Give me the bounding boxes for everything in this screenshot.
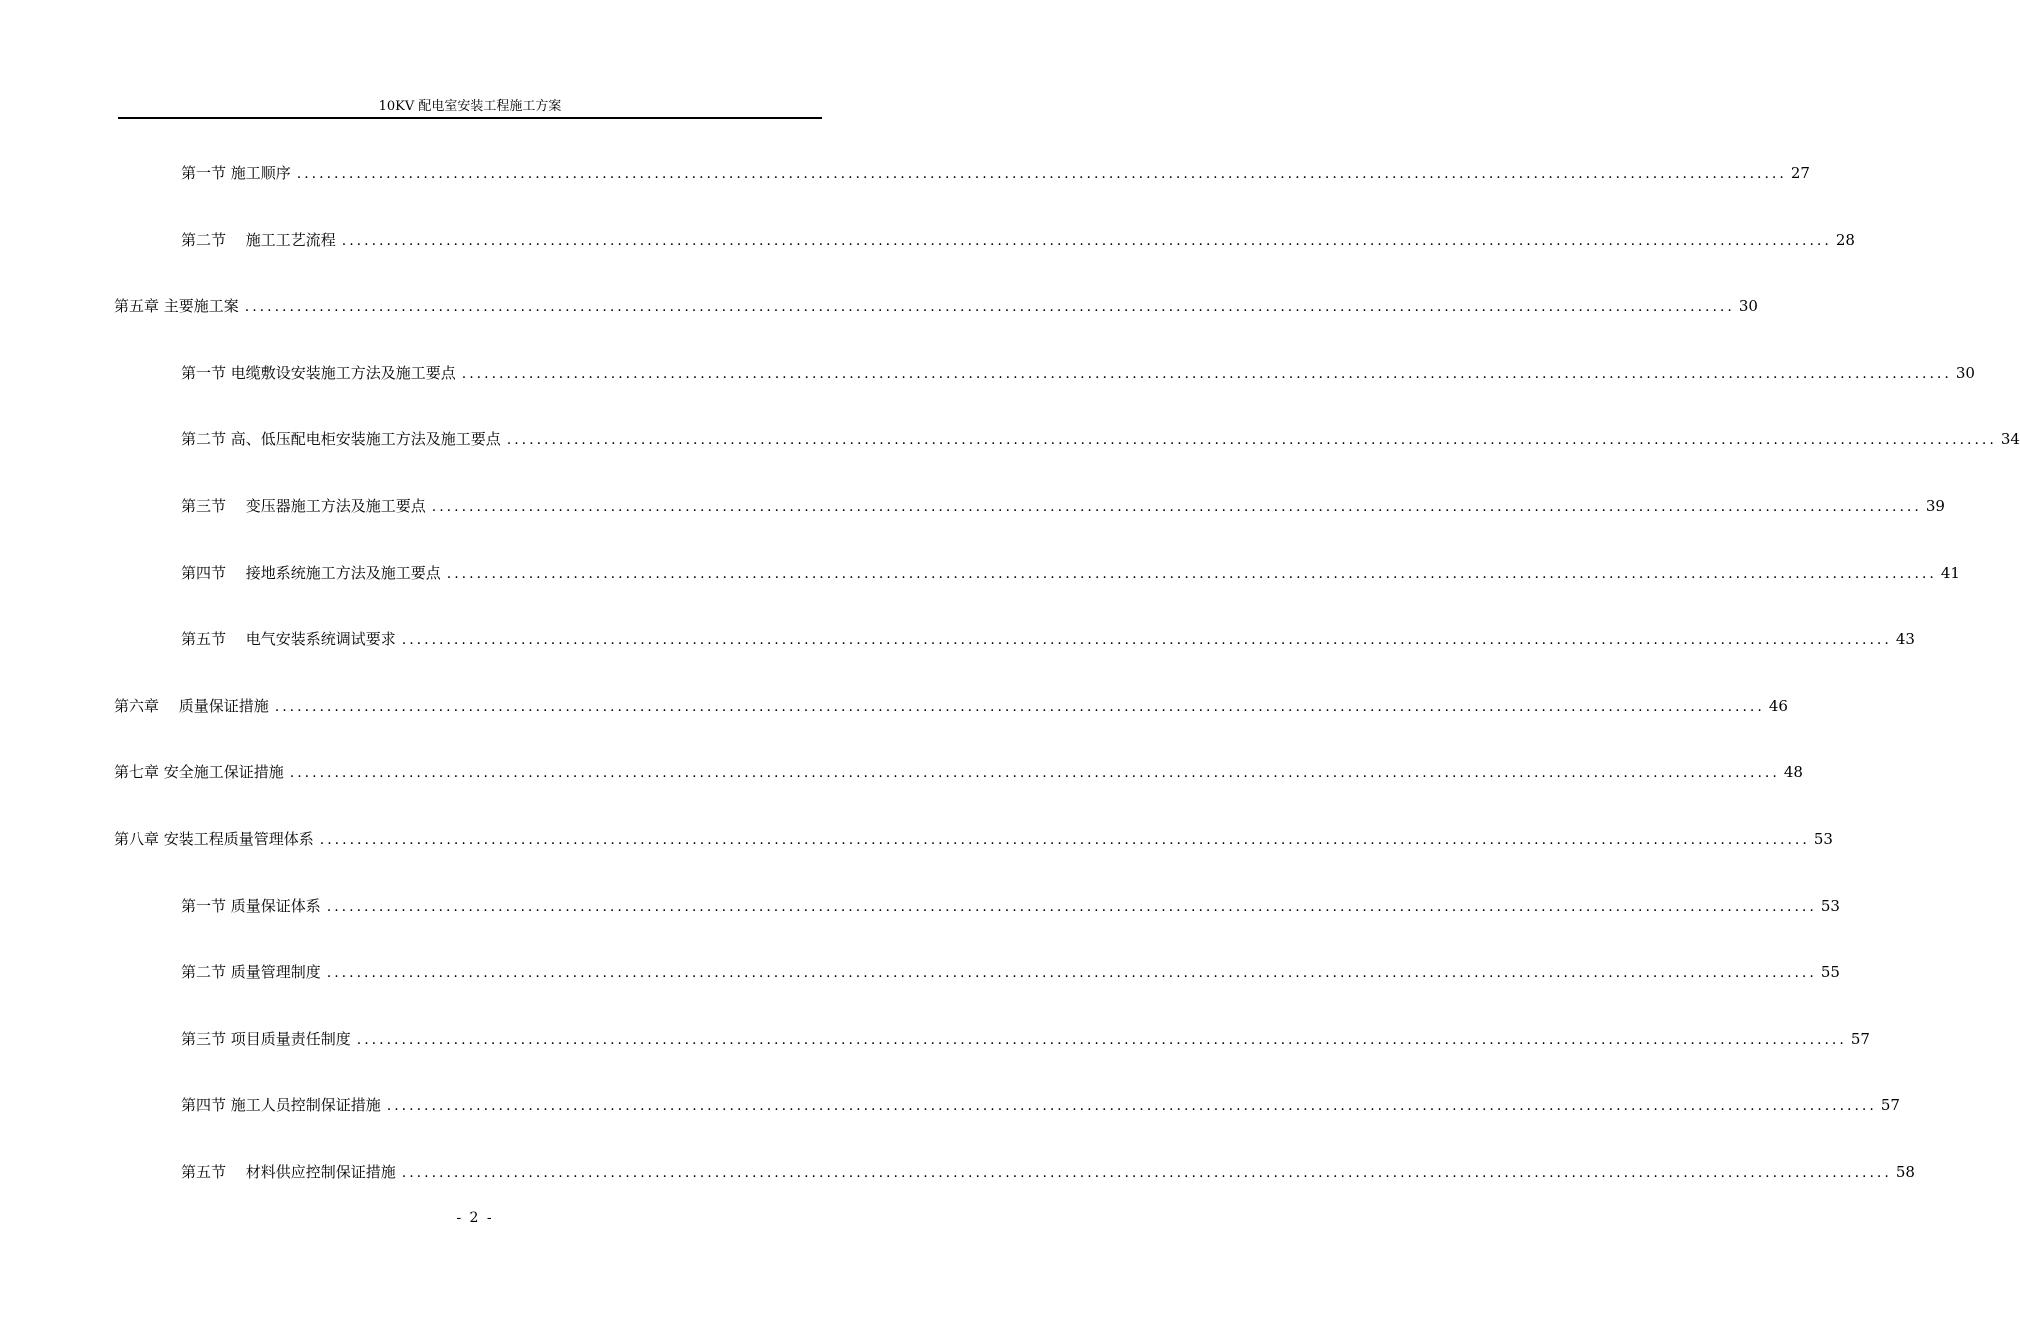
- toc-entry-page: 58: [1895, 1163, 1915, 1181]
- toc-dot-leader: ........................................................................................................................................................................................................: [274, 699, 1765, 715]
- toc-entry-page: 48: [1783, 763, 1803, 781]
- toc-section-entry[interactable]: [181, 1161, 1915, 1184]
- toc-dot-leader: ........................................................................................................................................................................................................: [401, 632, 1892, 648]
- toc-dot-leader: ........................................................................................................................................................................................................: [401, 1165, 1892, 1181]
- header-title: 10KV 配电室安装工程施工方案: [378, 99, 562, 114]
- toc-chapter-entry[interactable]: [114, 295, 1758, 318]
- toc-entry-page: 55: [1820, 963, 1840, 981]
- toc-entry-label: 第五章 主要施工案: [114, 297, 239, 315]
- toc-entry-page: 53: [1820, 897, 1840, 915]
- toc-entry-label: 第五节 电气安装系统调试要求: [181, 630, 396, 648]
- toc-dot-leader: ........................................................................................................................................................................................................: [461, 366, 1952, 382]
- toc-entry-page: 30: [1955, 364, 1975, 382]
- toc-section-entry[interactable]: [181, 562, 1960, 585]
- toc-chapter-entry[interactable]: [114, 695, 1788, 718]
- toc-entry-label: 第二节 质量管理制度: [181, 963, 321, 981]
- toc-dot-leader: ........................................................................................................................................................................................................: [326, 899, 1817, 915]
- toc-dot-leader: ........................................................................................................................................................................................................: [244, 299, 1735, 315]
- toc-entry-page: 53: [1813, 830, 1833, 848]
- toc-section-entry[interactable]: [181, 495, 1945, 518]
- toc-section-entry[interactable]: [181, 362, 1975, 385]
- toc-entry-label: 第四节 施工人员控制保证措施: [181, 1096, 381, 1114]
- toc-entry-page: 57: [1880, 1096, 1900, 1114]
- toc-entry-label: 第五节 材料供应控制保证措施: [181, 1163, 396, 1181]
- toc-dot-leader: ........................................................................................................................................................................................................: [506, 432, 1997, 448]
- toc-dot-leader: ........................................................................................................................................................................................................: [431, 499, 1922, 515]
- toc-dot-leader: ........................................................................................................................................................................................................: [326, 965, 1817, 981]
- page-number: - 2 -: [456, 1210, 494, 1226]
- toc-entry-label: 第三节 变压器施工方法及施工要点: [181, 497, 426, 515]
- toc-dot-leader: ........................................................................................................................................................................................................: [386, 1098, 1877, 1114]
- toc-section-entry[interactable]: [181, 229, 1855, 252]
- toc-entry-label: 第八章 安装工程质量管理体系: [114, 830, 314, 848]
- toc-entry-page: 39: [1925, 497, 1945, 515]
- toc-section-entry[interactable]: [181, 428, 2020, 451]
- toc-entry-label: 第七章 安全施工保证措施: [114, 763, 284, 781]
- toc-entry-page: 30: [1738, 297, 1758, 315]
- toc-entry-label: 第一节 施工顺序: [181, 164, 291, 182]
- toc-entry-label: 第二节 施工工艺流程: [181, 231, 336, 249]
- toc-entry-page: 27: [1790, 164, 1810, 182]
- toc-entry-page: 43: [1895, 630, 1915, 648]
- toc-entry-label: 第二节 高、低压配电柜安装施工方法及施工要点: [181, 430, 501, 448]
- toc-dot-leader: ........................................................................................................................................................................................................: [319, 832, 1810, 848]
- toc-dot-leader: ........................................................................................................................................................................................................: [296, 166, 1787, 182]
- toc-section-entry[interactable]: [181, 1028, 1870, 1051]
- toc-section-entry[interactable]: [181, 162, 1810, 185]
- toc-entry-page: 34: [2000, 430, 2020, 448]
- toc-entry-page: 46: [1768, 697, 1788, 715]
- toc-dot-leader: ........................................................................................................................................................................................................: [446, 566, 1937, 582]
- toc-section-entry[interactable]: [181, 961, 1840, 984]
- toc-dot-leader: ........................................................................................................................................................................................................: [341, 233, 1832, 249]
- toc-entry-label: 第六章 质量保证措施: [114, 697, 269, 715]
- toc-entry-label: 第三节 项目质量责任制度: [181, 1030, 351, 1048]
- toc-section-entry[interactable]: [181, 628, 1915, 651]
- toc-section-entry[interactable]: [181, 895, 1840, 918]
- toc-chapter-entry[interactable]: [114, 828, 1833, 851]
- toc-dot-leader: ........................................................................................................................................................................................................: [356, 1032, 1847, 1048]
- toc-entry-page: 28: [1835, 231, 1855, 249]
- toc-entry-page: 57: [1850, 1030, 1870, 1048]
- toc-entry-label: 第四节 接地系统施工方法及施工要点: [181, 564, 441, 582]
- toc-entry-label: 第一节 质量保证体系: [181, 897, 321, 915]
- toc-entry-label: 第一节 电缆敷设安装施工方法及施工要点: [181, 364, 456, 382]
- toc-chapter-entry[interactable]: [114, 761, 1803, 784]
- toc-dot-leader: ........................................................................................................................................................................................................: [289, 765, 1780, 781]
- toc-entry-page: 41: [1940, 564, 1960, 582]
- toc-section-entry[interactable]: [181, 1094, 1900, 1117]
